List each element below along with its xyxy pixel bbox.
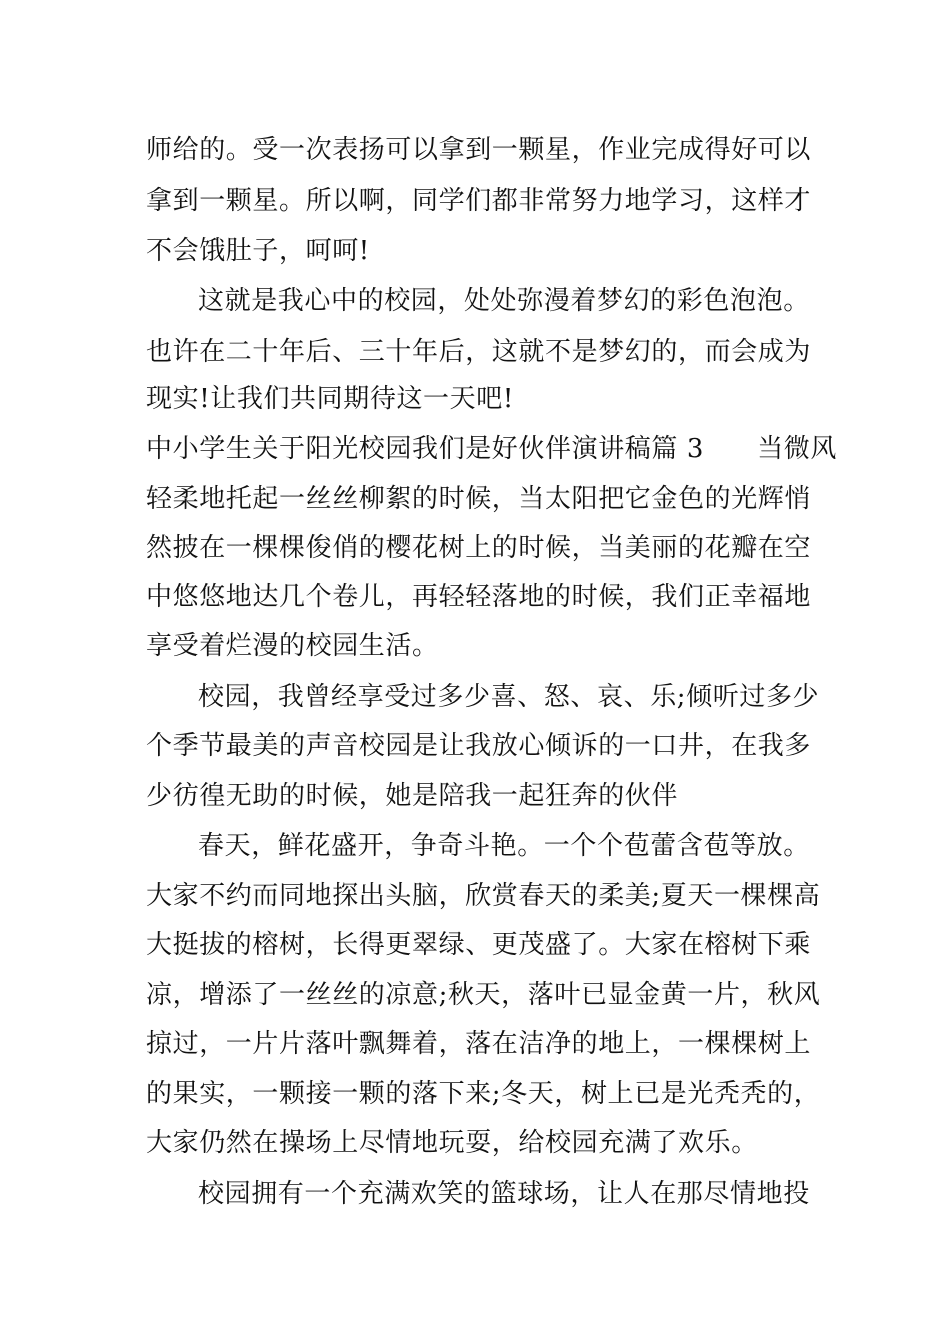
text-line: 享受着烂漫的校园生活。	[146, 631, 439, 661]
section-heading-line: 中小学生关于阳光校园我们是好伙伴演讲稿篇 3 当微风	[146, 434, 838, 464]
text-line: 春天，鲜花盛开，争奇斗艳。一个个苞蕾含苞等放。	[198, 831, 810, 861]
text-line: 然披在一棵棵俊俏的樱花树上的时候，当美丽的花瓣在空	[146, 533, 812, 563]
text-line: 拿到一颗星。所以啊，同学们都非常努力地学习，这样才	[146, 186, 812, 216]
text-line: 少彷徨无助的时候，她是陪我一起狂奔的伙伴	[146, 781, 679, 811]
text-line: 师给的。受一次表扬可以拿到一颗星，作业完成得好可以	[146, 135, 812, 165]
text-line: 现实!让我们共同期待这一天吧!	[146, 384, 514, 414]
text-line: 大挺拔的榕树，长得更翠绿、更茂盛了。大家在榕树下乘	[146, 930, 812, 960]
text-line: 不会饿肚子，呵呵!	[146, 236, 370, 266]
text-line: 大家不约而同地探出头脑，欣赏春天的柔美;夏天一棵棵高	[146, 881, 821, 911]
text-line: 这就是我心中的校园，处处弥漫着梦幻的彩色泡泡。	[198, 286, 810, 316]
text-line: 也许在二十年后、三十年后，这就不是梦幻的，而会成为	[146, 337, 812, 367]
text-line: 轻柔地托起一丝丝柳絮的时候，当太阳把它金色的光辉悄	[146, 484, 812, 514]
text-line: 中悠悠地达几个卷儿，再轻轻落地的时候，我们正幸福地	[146, 582, 812, 612]
text-line: 掠过，一片片落叶飘舞着，落在洁净的地上，一棵棵树上	[146, 1029, 812, 1059]
text-line: 校园拥有一个充满欢笑的篮球场，让人在那尽情地投	[198, 1179, 810, 1209]
text-line: 大家仍然在操场上尽情地玩耍，给校园充满了欢乐。	[146, 1128, 758, 1158]
text-line: 的果实，一颗接一颗的落下来;冬天，树上已是光秃秃的，	[146, 1079, 821, 1109]
text-line: 校园，我曾经享受过多少喜、怒、哀、乐;倾听过多少	[198, 682, 820, 712]
text-line: 凉，增添了一丝丝的凉意;秋天，落叶已显金黄一片，秋风	[146, 980, 821, 1010]
text-line: 个季节最美的声音校园是让我放心倾诉的一口井，在我多	[146, 731, 812, 761]
